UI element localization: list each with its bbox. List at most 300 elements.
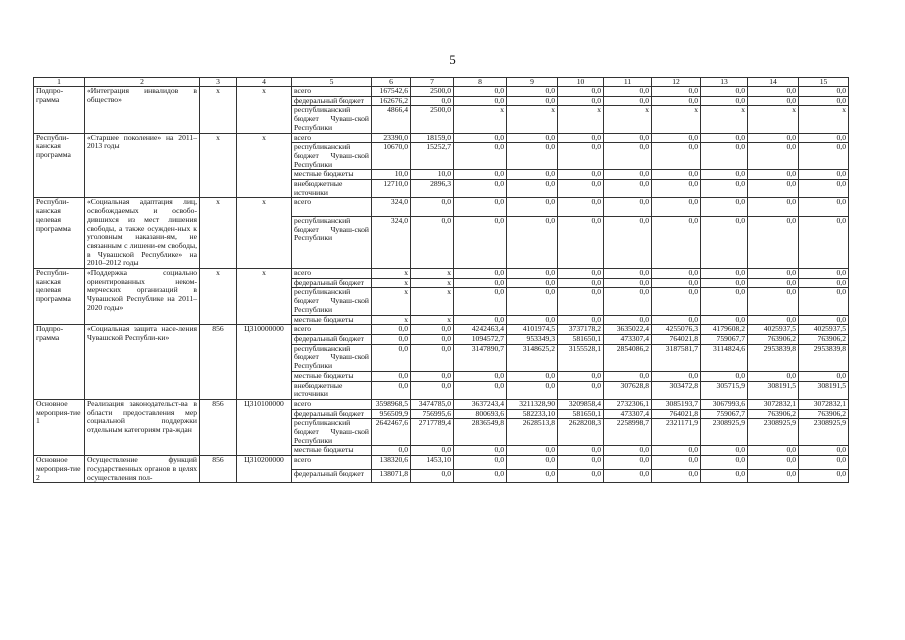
funding-source-cell: всего [292,133,372,143]
budget-table [33,77,849,483]
program-name-cell: «Социальная защита насе-ления Чувашской Республи-ки» [85,325,200,400]
column-number-10: 10 [558,78,604,87]
amount-cell: 0,0 [372,344,411,371]
amount-cell: 0,0 [454,469,507,483]
amount-cell: 956509,9 [372,409,411,419]
amount-cell: 0,0 [604,469,652,483]
amount-cell: 2642467,6 [372,419,411,446]
amount-cell: 3635022,4 [604,325,652,335]
funding-source-cell: всего [292,325,372,335]
amount-cell: x [411,278,454,288]
amount-cell: 2500,0 [411,87,454,97]
amount-cell: 4025937,5 [748,325,799,335]
amount-cell: 1453,10 [411,456,454,470]
amount-cell: 0,0 [652,446,701,456]
program-type-cell: Подпро- грамма [34,325,85,400]
amount-cell: 0,0 [652,96,701,106]
funding-source-cell: республиканский бюджет Чуваш-ской Республики [292,344,372,371]
budget-code-cell: x [237,198,292,269]
amount-cell: 0,0 [799,180,849,198]
amount-cell: 0,0 [799,446,849,456]
table-row [34,269,849,279]
amount-cell: 763906,2 [748,334,799,344]
funding-source-cell: внебюджетные источники [292,381,372,399]
amount-cell: 0,0 [701,96,748,106]
amount-cell: 0,0 [372,381,411,399]
amount-cell: 0,0 [652,198,701,217]
amount-cell: 4179608,2 [701,325,748,335]
amount-cell: 0,0 [411,344,454,371]
amount-cell: 2896,3 [411,180,454,198]
funding-source-cell: республиканский бюджет Чуваш-ской Республики [292,143,372,170]
amount-cell: 0,0 [604,133,652,143]
amount-cell: x [604,106,652,133]
ministry-code-cell: 856 [200,325,237,400]
funding-source-cell: федеральный бюджет [292,96,372,106]
amount-cell: 15252,7 [411,143,454,170]
amount-cell: 953349,3 [507,334,558,344]
amount-cell: 0,0 [507,469,558,483]
amount-cell: 305715,9 [701,381,748,399]
amount-cell: 3155528,1 [558,344,604,371]
column-number-8: 8 [454,78,507,87]
program-type-cell: Основное мероприя-тие 2 [34,456,85,483]
amount-cell: 0,0 [507,96,558,106]
amount-cell: 0,0 [454,288,507,315]
amount-cell: 0,0 [652,87,701,97]
amount-cell: 0,0 [701,143,748,170]
program-name-cell: «Социальная адаптация лиц, освобождаемых и освобо-дившихся из мест лишения свободы, а также осужден-ных к уголовным наказани-ям, не связанным с лишени-ем свободы, в Чувашской Республике» на 2010–2012 годы [85,198,200,269]
amount-cell: 0,0 [507,180,558,198]
funding-source-cell: всего [292,87,372,97]
amount-cell: 0,0 [748,133,799,143]
amount-cell: 0,0 [748,143,799,170]
funding-source-cell: республиканский бюджет Чуваш-ской Республики [292,419,372,446]
program-name-cell: «Интеграция инвалидов в общество» [85,87,200,134]
amount-cell: 0,0 [558,133,604,143]
amount-cell: 0,0 [507,198,558,217]
column-number-6: 6 [372,78,411,87]
amount-cell: 0,0 [558,87,604,97]
amount-cell: 473307,4 [604,334,652,344]
funding-source-cell: республиканский бюджет Чуваш-ской Республики [292,288,372,315]
amount-cell: 2628513,8 [507,419,558,446]
amount-cell: 10670,0 [372,143,411,170]
program-type-cell: Республи-канская целевая программа [34,198,85,269]
amount-cell: 0,0 [701,278,748,288]
amount-cell: 0,0 [748,371,799,381]
table-row [34,456,849,470]
program-name-cell: Реализация законодательст-ва в области предоставления мер социальной поддержки отдельным категориям гра-ждан [85,399,200,455]
amount-cell: 0,0 [558,371,604,381]
amount-cell: 0,0 [558,456,604,470]
amount-cell: 0,0 [411,198,454,217]
amount-cell: 23390,0 [372,133,411,143]
funding-source-cell: федеральный бюджет [292,334,372,344]
amount-cell: 0,0 [604,217,652,269]
amount-cell: 0,0 [799,198,849,217]
column-number-11: 11 [604,78,652,87]
amount-cell: 0,0 [604,170,652,180]
amount-cell: 2628208,3 [558,419,604,446]
amount-cell: 0,0 [411,469,454,483]
amount-cell: 0,0 [652,315,701,325]
amount-cell: 3211328,90 [507,399,558,409]
amount-cell: 0,0 [411,446,454,456]
amount-cell: 3067993,6 [701,399,748,409]
amount-cell: 0,0 [701,469,748,483]
amount-cell: 759067,7 [701,409,748,419]
column-number-1: 1 [34,78,85,87]
amount-cell: 0,0 [507,456,558,470]
funding-source-cell: местные бюджеты [292,315,372,325]
amount-cell: 0,0 [652,371,701,381]
ministry-code-cell: x [200,87,237,134]
amount-cell: 138071,8 [372,469,411,483]
amount-cell: 0,0 [454,456,507,470]
amount-cell: 18159,0 [411,133,454,143]
amount-cell: 0,0 [454,198,507,217]
amount-cell: 0,0 [558,446,604,456]
amount-cell: 0,0 [701,217,748,269]
amount-cell: 763906,2 [748,409,799,419]
amount-cell: 303472,8 [652,381,701,399]
amount-cell: 756995,6 [411,409,454,419]
amount-cell: 3072832,1 [799,399,849,409]
amount-cell: x [454,106,507,133]
amount-cell: 0,0 [454,217,507,269]
amount-cell: 0,0 [507,446,558,456]
amount-cell: 0,0 [652,278,701,288]
amount-cell: 0,0 [701,456,748,470]
amount-cell: 2732306,1 [604,399,652,409]
amount-cell: 0,0 [454,446,507,456]
amount-cell: 0,0 [604,180,652,198]
amount-cell: 308191,5 [799,381,849,399]
amount-cell: 0,0 [748,456,799,470]
column-number-7: 7 [411,78,454,87]
amount-cell: 0,0 [411,371,454,381]
amount-cell: 3737178,2 [558,325,604,335]
amount-cell: 0,0 [652,456,701,470]
amount-cell: 3637243,4 [454,399,507,409]
amount-cell: 167542,6 [372,87,411,97]
amount-cell: 0,0 [748,217,799,269]
amount-cell: 0,0 [799,87,849,97]
funding-source-cell: всего [292,269,372,279]
table-row [34,325,849,335]
program-type-cell: Основное мероприя-тие 1 [34,399,85,455]
ministry-code-cell: 856 [200,399,237,455]
amount-cell: 0,0 [507,217,558,269]
amount-cell: 2308925,9 [701,419,748,446]
amount-cell: 0,0 [652,269,701,279]
amount-cell: 0,0 [604,96,652,106]
amount-cell: 0,0 [411,96,454,106]
amount-cell: 0,0 [558,217,604,269]
amount-cell: 0,0 [372,371,411,381]
amount-cell: 0,0 [604,198,652,217]
amount-cell: 0,0 [507,315,558,325]
amount-cell: 324,0 [372,198,411,217]
amount-cell: x [652,106,701,133]
funding-source-cell: всего [292,399,372,409]
amount-cell: 764021,8 [652,334,701,344]
amount-cell: x [507,106,558,133]
amount-cell: 0,0 [748,315,799,325]
amount-cell: 0,0 [748,269,799,279]
amount-cell: 2308925,9 [748,419,799,446]
amount-cell: 4025937,5 [799,325,849,335]
amount-cell: 2953839,8 [799,344,849,371]
amount-cell: 0,0 [507,170,558,180]
amount-cell: 2953839,8 [748,344,799,371]
ministry-code-cell: x [200,269,237,325]
funding-source-cell: внебюджетные источники [292,180,372,198]
amount-cell: 473307,4 [604,409,652,419]
amount-cell: 0,0 [454,96,507,106]
budget-code-cell: x [237,87,292,134]
amount-cell: 0,0 [454,143,507,170]
amount-cell: 1094572,7 [454,334,507,344]
program-name-cell: «Поддержка социально ориентированных неком-мерческих организаций в Чувашской Республике на 2011–2020 годы» [85,269,200,325]
amount-cell: 324,0 [372,217,411,269]
amount-cell: 0,0 [799,371,849,381]
amount-cell: x [558,106,604,133]
amount-cell: 2308925,9 [799,419,849,446]
amount-cell: 4242463,4 [454,325,507,335]
amount-cell: 0,0 [604,278,652,288]
amount-cell: 12710,0 [372,180,411,198]
amount-cell: 3474785,0 [411,399,454,409]
amount-cell: 0,0 [799,278,849,288]
amount-cell: 162676,2 [372,96,411,106]
amount-cell: 0,0 [701,180,748,198]
amount-cell: x [799,106,849,133]
amount-cell: 0,0 [454,87,507,97]
amount-cell: 0,0 [558,170,604,180]
amount-cell: 0,0 [748,180,799,198]
amount-cell: x [372,288,411,315]
amount-cell: 0,0 [799,288,849,315]
amount-cell: 0,0 [652,217,701,269]
amount-cell: 0,0 [507,87,558,97]
amount-cell: 10,0 [372,170,411,180]
amount-cell: 0,0 [507,278,558,288]
amount-cell: x [411,315,454,325]
amount-cell: 0,0 [558,288,604,315]
amount-cell: 763906,2 [799,334,849,344]
column-number-13: 13 [701,78,748,87]
budget-code-cell: x [237,133,292,198]
amount-cell: 0,0 [454,381,507,399]
column-number-14: 14 [748,78,799,87]
column-number-row [34,78,849,87]
amount-cell: 0,0 [411,325,454,335]
amount-cell: 0,0 [652,170,701,180]
amount-cell: 0,0 [799,315,849,325]
column-number-3: 3 [200,78,237,87]
funding-source-cell: местные бюджеты [292,371,372,381]
ministry-code-cell: x [200,133,237,198]
amount-cell: 0,0 [604,456,652,470]
amount-cell: 0,0 [507,133,558,143]
funding-source-cell: федеральный бюджет [292,278,372,288]
amount-cell: 0,0 [558,180,604,198]
table-row [34,87,849,97]
column-number-2: 2 [85,78,200,87]
column-number-5: 5 [292,78,372,87]
amount-cell: 0,0 [701,198,748,217]
amount-cell: 0,0 [799,456,849,470]
amount-cell: 0,0 [799,170,849,180]
amount-cell: 3187581,7 [652,344,701,371]
amount-cell: 0,0 [748,469,799,483]
amount-cell: 0,0 [558,198,604,217]
amount-cell: 0,0 [799,269,849,279]
amount-cell: 0,0 [604,446,652,456]
amount-cell: 0,0 [604,269,652,279]
amount-cell: 0,0 [748,288,799,315]
program-type-cell: Подпро- грамма [34,87,85,134]
program-type-cell: Республи-канская целевая программа [34,269,85,325]
budget-code-cell: x [237,269,292,325]
amount-cell: 3114824,6 [701,344,748,371]
amount-cell: x [372,278,411,288]
table-row [34,133,849,143]
amount-cell: 0,0 [454,133,507,143]
ministry-code-cell: 856 [200,456,237,483]
program-name-cell: «Старшее поколение» на 2011–2013 годы [85,133,200,198]
amount-cell: 0,0 [652,180,701,198]
amount-cell: 2717789,4 [411,419,454,446]
amount-cell: 0,0 [507,269,558,279]
ministry-code-cell: x [200,198,237,269]
program-type-cell: Республи-канская программа [34,133,85,198]
amount-cell: 0,0 [604,87,652,97]
amount-cell: x [701,106,748,133]
amount-cell: 0,0 [748,446,799,456]
amount-cell: 3148625,2 [507,344,558,371]
amount-cell: 800693,6 [454,409,507,419]
amount-cell: 0,0 [652,288,701,315]
funding-source-cell: всего [292,198,372,217]
amount-cell: 0,0 [748,198,799,217]
amount-cell: 10,0 [411,170,454,180]
amount-cell: 0,0 [558,381,604,399]
funding-source-cell: местные бюджеты [292,170,372,180]
amount-cell: 0,0 [604,371,652,381]
amount-cell: 0,0 [604,288,652,315]
amount-cell: 0,0 [799,133,849,143]
amount-cell: 138320,6 [372,456,411,470]
amount-cell: 0,0 [454,315,507,325]
amount-cell: 0,0 [799,469,849,483]
amount-cell: 0,0 [558,278,604,288]
amount-cell: 4101974,5 [507,325,558,335]
funding-source-cell: республиканский бюджет Чуваш-ской Республики [292,217,372,269]
amount-cell: 0,0 [604,143,652,170]
amount-cell: 3598968,5 [372,399,411,409]
amount-cell: 0,0 [748,87,799,97]
budget-code-cell: Ц310000000 [237,325,292,400]
amount-cell: 581650,1 [558,334,604,344]
amount-cell: 0,0 [454,371,507,381]
amount-cell: 759067,7 [701,334,748,344]
column-number-9: 9 [507,78,558,87]
funding-source-cell: всего [292,456,372,470]
amount-cell: 0,0 [454,180,507,198]
amount-cell: 0,0 [507,288,558,315]
amount-cell: 0,0 [558,96,604,106]
amount-cell: 0,0 [372,446,411,456]
budget-code-cell: Ц310100000 [237,399,292,455]
table-row [34,399,849,409]
amount-cell: 308191,5 [748,381,799,399]
amount-cell: 0,0 [652,469,701,483]
amount-cell: 3085193,7 [652,399,701,409]
amount-cell: 0,0 [411,217,454,269]
amount-cell: 764021,8 [652,409,701,419]
amount-cell: 0,0 [454,278,507,288]
amount-cell: 0,0 [748,278,799,288]
funding-source-cell: республиканский бюджет Чуваш-ской Республики [292,106,372,133]
amount-cell: x [411,269,454,279]
amount-cell: 0,0 [558,315,604,325]
amount-cell: 0,0 [652,143,701,170]
amount-cell: 2258998,7 [604,419,652,446]
amount-cell: 4866,4 [372,106,411,133]
amount-cell: 0,0 [507,381,558,399]
amount-cell: 0,0 [372,325,411,335]
amount-cell: 0,0 [558,469,604,483]
amount-cell: 0,0 [701,446,748,456]
amount-cell: 2836549,8 [454,419,507,446]
amount-cell: 0,0 [701,371,748,381]
amount-cell: 0,0 [701,315,748,325]
amount-cell: 0,0 [507,371,558,381]
amount-cell: 4255076,3 [652,325,701,335]
program-name-cell: Осуществление функций государственных органов в целях осуществления пол- [85,456,200,483]
funding-source-cell: местные бюджеты [292,446,372,456]
page-number: 5 [449,52,456,67]
table-row [34,198,849,217]
amount-cell: x [372,315,411,325]
amount-cell: 0,0 [411,381,454,399]
amount-cell: 0,0 [411,334,454,344]
amount-cell: 2854086,2 [604,344,652,371]
amount-cell: 0,0 [507,143,558,170]
amount-cell: 2321171,9 [652,419,701,446]
amount-cell: 0,0 [701,170,748,180]
funding-source-cell: федеральный бюджет [292,469,372,483]
amount-cell: 0,0 [701,288,748,315]
column-number-12: 12 [652,78,701,87]
funding-source-cell: федеральный бюджет [292,409,372,419]
amount-cell: 0,0 [454,170,507,180]
amount-cell: 0,0 [748,96,799,106]
amount-cell: 307628,8 [604,381,652,399]
amount-cell: 0,0 [701,269,748,279]
amount-cell: 581650,1 [558,409,604,419]
amount-cell: 0,0 [604,315,652,325]
amount-cell: x [748,106,799,133]
amount-cell: 0,0 [799,143,849,170]
amount-cell: 0,0 [799,217,849,269]
column-number-15: 15 [799,78,849,87]
amount-cell: 582233,10 [507,409,558,419]
amount-cell: 0,0 [558,269,604,279]
